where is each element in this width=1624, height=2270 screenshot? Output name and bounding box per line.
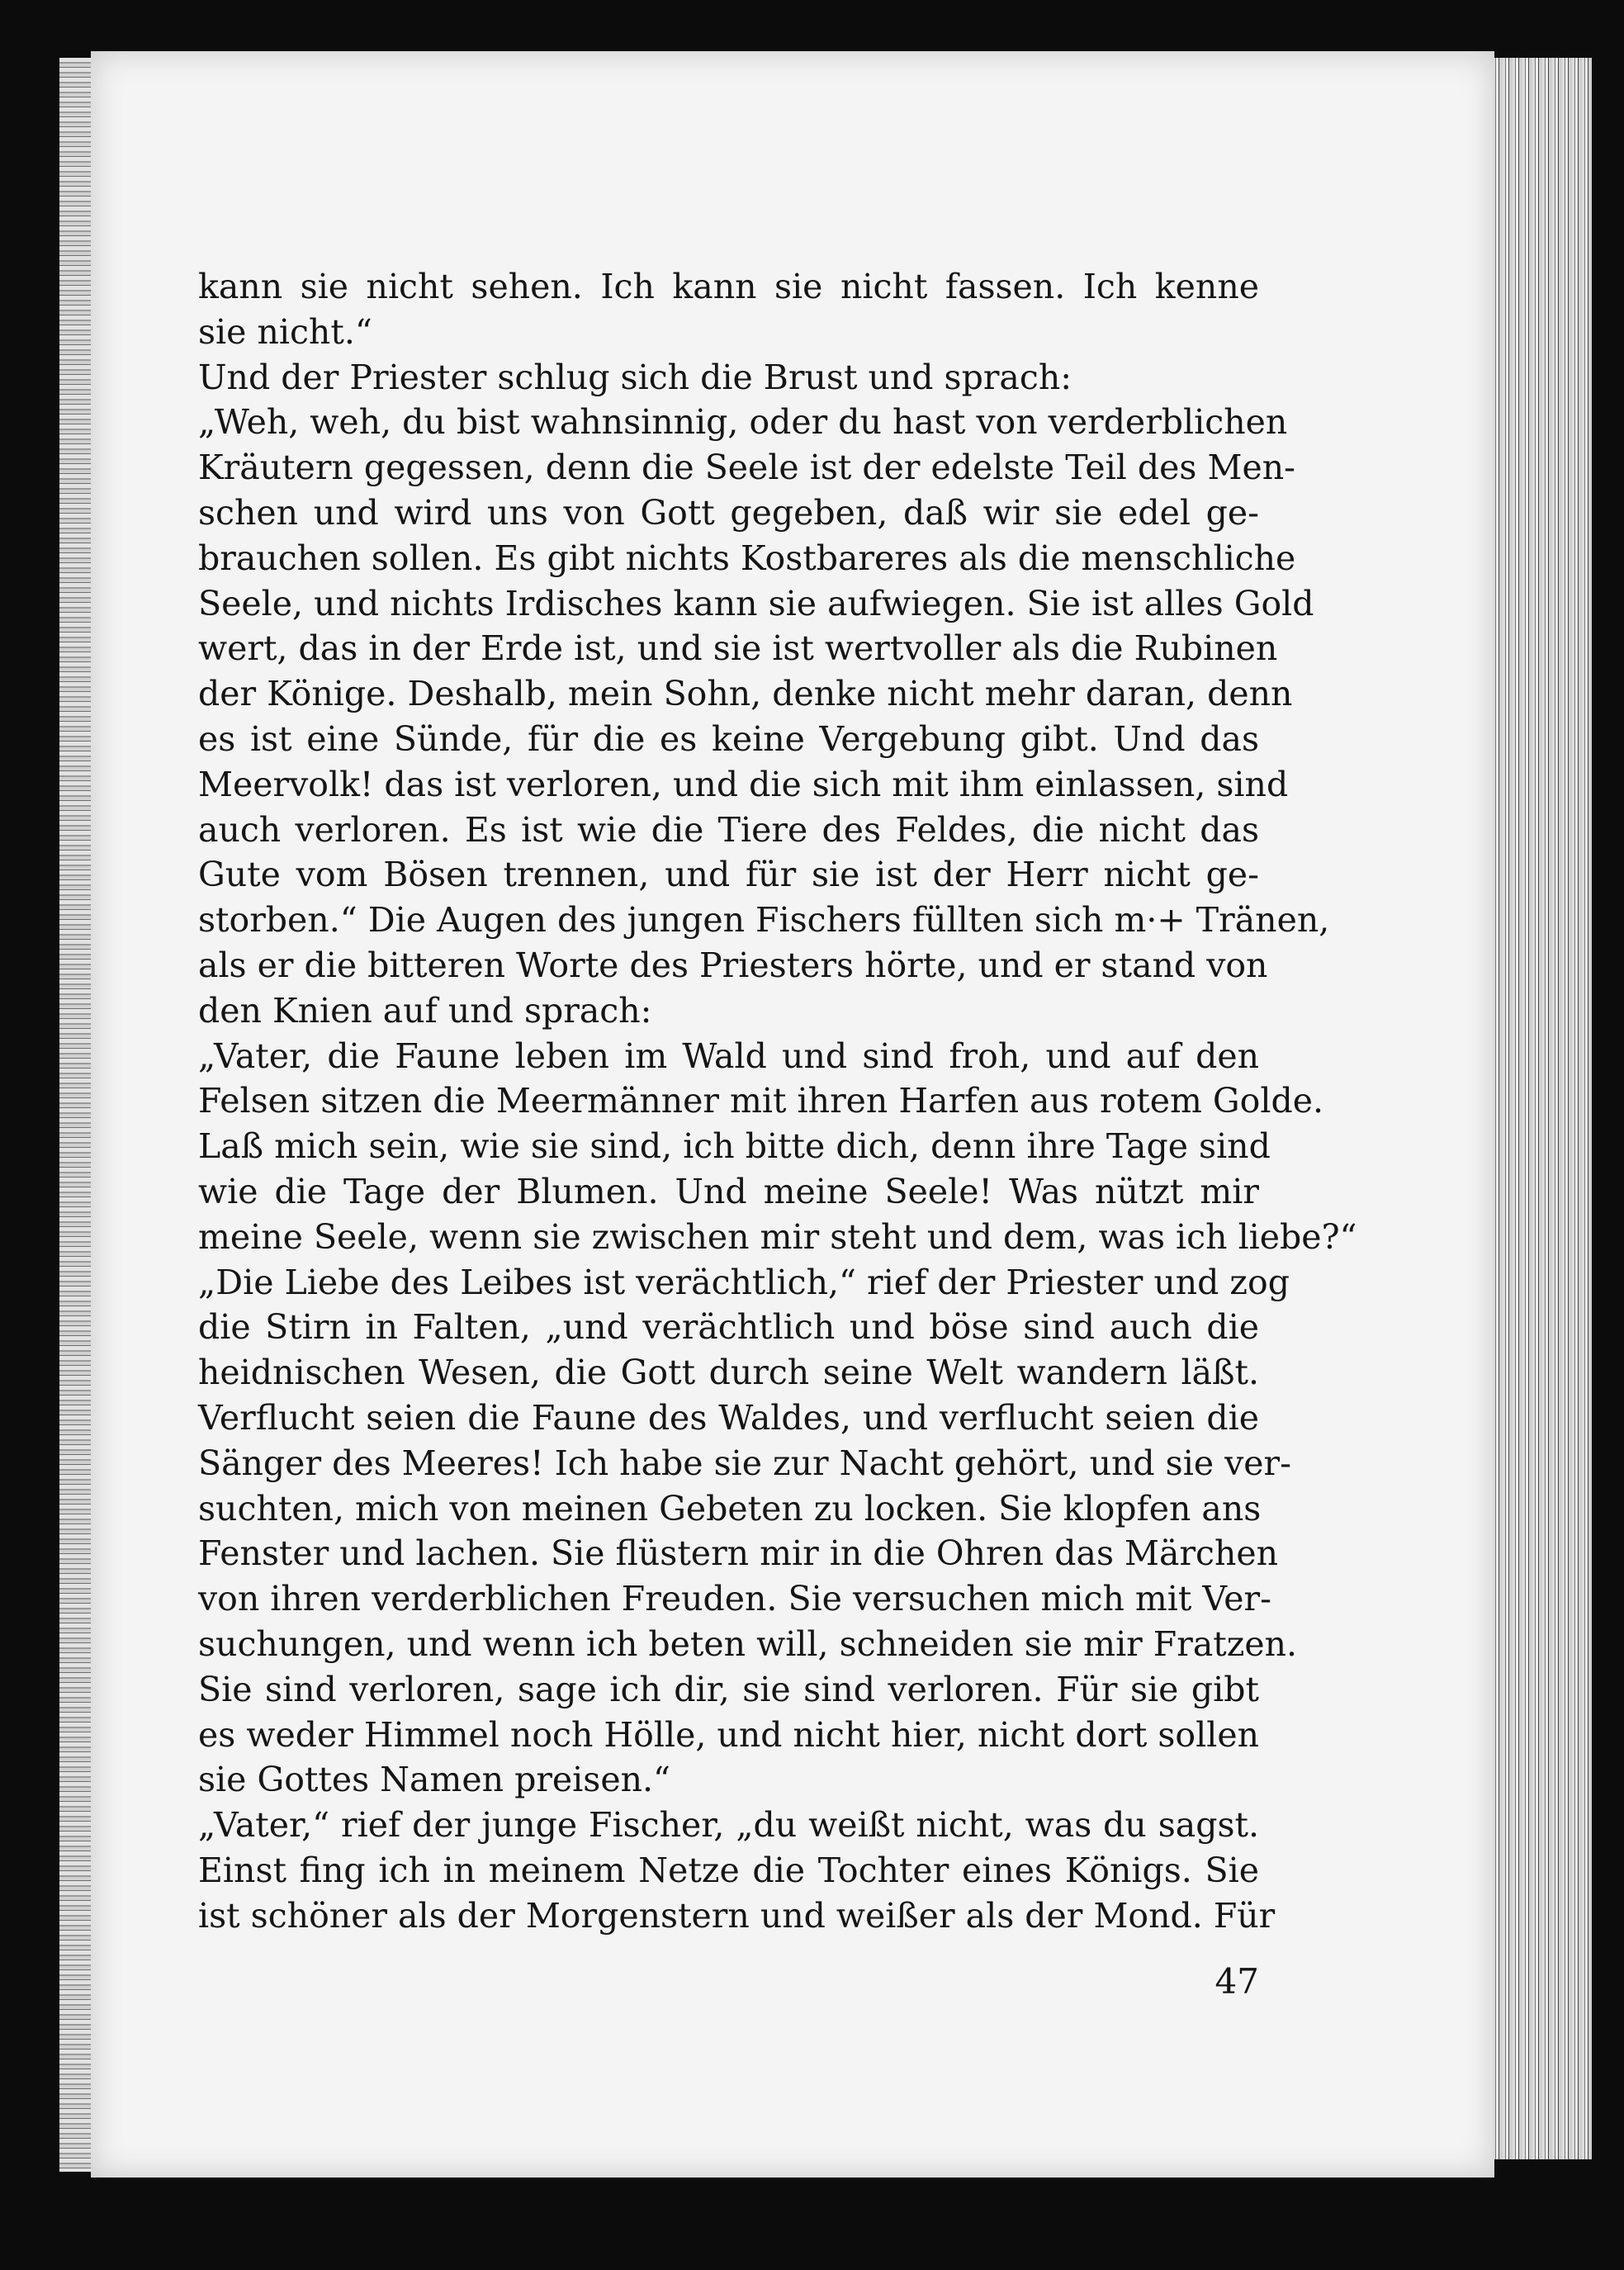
text-line: „Vater,“ rief der junge Fischer, „du weißt nicht, was du sagst. (198, 1805, 1259, 1846)
text-line: Einst fing ich in meinem Netze die Tochter eines Königs. Sie (198, 1850, 1259, 1890)
text-line: heidnischen Wesen, die Gott durch seine Welt wandern läßt. (198, 1353, 1259, 1393)
text-line: suchten, mich von meinen Gebeten zu locken. Sie klopfen ans (198, 1488, 1262, 1528)
page-edges-right (1493, 58, 1592, 2159)
text-line: „Vater, die Faune leben im Wald und sind froh, und auf den (198, 1035, 1259, 1076)
text-line: „Die Liebe des Leibes ist verächtlich,“ rief der Priester und zog (198, 1262, 1290, 1302)
text-line: Sänger des Meeres! Ich habe sie zur Nacht gehört, und sie ver- (198, 1443, 1292, 1483)
text-line: von ihren verderblichen Freuden. Sie versuchen mich mit Ver- (198, 1579, 1271, 1619)
text-line: suchungen, und wenn ich beten will, schneiden sie mir Fratzen. (198, 1623, 1298, 1664)
text-line: kann sie nicht sehen. Ich kann sie nicht fassen. Ich kenne (198, 267, 1259, 306)
text-line: Und der Priester schlug sich die Brust und sprach: (198, 357, 1072, 397)
text-line: Gute vom Bösen trennen, und für sie ist der Herr nicht ge- (198, 855, 1259, 895)
text-line: ist schöner als der Morgenstern und weißer als der Mond. Für (198, 1895, 1276, 1936)
text-line: als er die bitteren Worte des Priesters hörte, und er stand von (198, 945, 1268, 985)
text-line: der Könige. Deshalb, mein Sohn, denke nicht mehr daran, denn (198, 674, 1293, 714)
text-line: brauchen sollen. Es gibt nichts Kostbareres als die menschliche (198, 538, 1296, 578)
text-line: Laß mich sein, wie sie sind, ich bitte dich, denn ihre Tage sind (198, 1126, 1271, 1167)
text-line: wert, das in der Erde ist, und sie ist wertvoller als die Rubinen (198, 628, 1278, 669)
text-line: schen und wird uns von Gott gegeben, daß wir sie edel ge- (198, 492, 1259, 533)
text-line: Kräutern gegessen, denn die Seele ist der edelste Teil des Men- (198, 448, 1295, 488)
text-line: „Weh, weh, du bist wahnsinnig, oder du hast von verderblichen (198, 402, 1288, 443)
text-line: Felsen sitzen die Meermänner mit ihren Harfen aus rotem Golde. (198, 1081, 1323, 1121)
text-line: storben.“ Die Augen des jungen Fischers füllten sich m·+ Tränen, (198, 900, 1330, 941)
text-line: Fenster und lachen. Sie flüstern mir in die Ohren das Märchen (198, 1533, 1279, 1574)
text-line: wie die Tage der Blumen. Und meine Seele! Was nützt mir (198, 1171, 1259, 1211)
text-line: sie Gottes Namen preisen.“ (198, 1760, 670, 1800)
text-line: Verflucht seien die Faune des Waldes, und verflucht seien die (198, 1397, 1259, 1438)
body-text (198, 264, 1357, 1938)
text-line: meine Seele, wenn sie zwischen mir steht und dem, was ich liebe?“ (198, 1216, 1357, 1257)
text-line: Sie sind verloren, sage ich dir, sie sind verloren. Für sie gibt (198, 1669, 1259, 1709)
text-line: Meervolk! das ist verloren, und die sich mit ihm einlassen, sind (198, 764, 1289, 804)
text-line: den Knien auf und sprach: (198, 990, 652, 1031)
text-line: sie nicht.“ (198, 311, 372, 352)
text-line: es weder Himmel noch Hölle, und nicht hier, nicht dort sollen (198, 1714, 1259, 1755)
text-line: auch verloren. Es ist wie die Tiere des Feldes, die nicht das (198, 809, 1259, 850)
page-number: 47 (1214, 1961, 1259, 2002)
text-line: es ist eine Sünde, für die es keine Vergebung gibt. Und das (198, 718, 1259, 759)
text-line: Seele, und nichts Irdisches kann sie aufwiegen. Sie ist alles Gold (198, 583, 1314, 623)
text-line: die Stirn in Falten, „und verächtlich und böse sind auch die (198, 1307, 1259, 1348)
